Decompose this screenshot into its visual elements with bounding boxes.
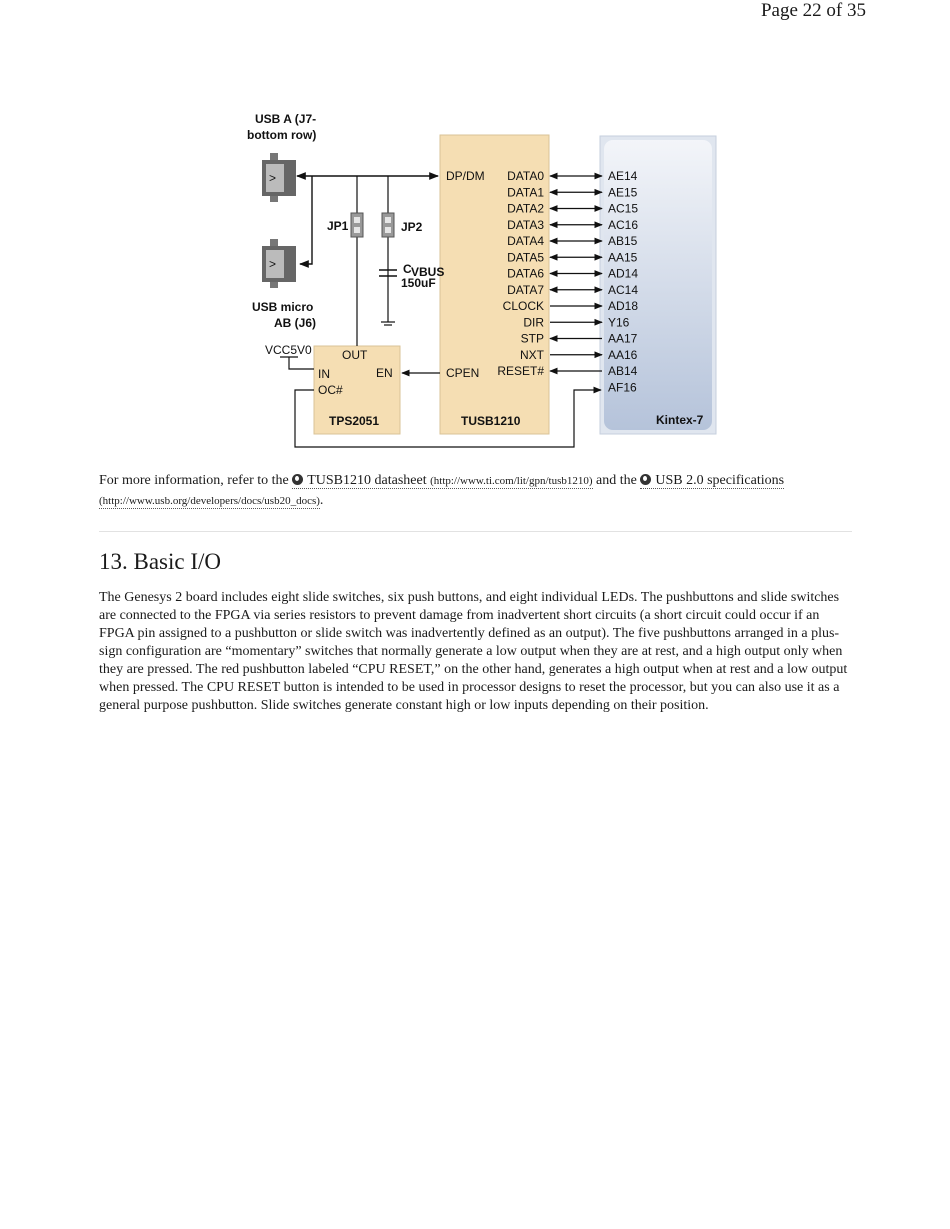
tusb-pin-label: DATA0 [507,169,544,183]
tusb-pin-label: DATA2 [507,201,544,216]
tusb-cpen-pin: CPEN [446,366,480,380]
globe-icon [292,474,303,485]
fpga-pin-label: AD14 [608,266,639,281]
fpga-pin-label: AC14 [608,282,639,297]
tusb-pin-label: DATA6 [507,266,544,281]
cap-value: 150uF [401,276,436,290]
fpga-pin-label: AC15 [608,201,639,216]
more-info-paragraph: For more information, refer to the TUSB1210 datasheet (http://www.ti.com/lit/gpn/tusb1210) and the USB 2.0 specifications (http://www.usb.org/developers/docs/usb20_docs). [99,473,785,508]
fpga-pin-label: AE14 [608,169,638,183]
fpga-pin-label: AF16 [608,380,637,395]
globe-icon [640,474,651,485]
usb-a-label-1: USB A (J7- [255,112,317,126]
tps-oc-pin: OC# [318,383,343,397]
fpga-pin-label: AC16 [608,217,639,232]
jp1-label: JP1 [327,219,349,233]
tusb-pin-label: DATA5 [507,250,544,265]
usb-a-label-2: bottom row) [247,128,317,142]
tusb1210-datasheet-link[interactable]: TUSB1210 datasheet (http://www.ti.com/lit/gpn/tusb1210) [292,473,592,489]
usb-micro-label-2: AB (J6) [274,316,317,330]
fpga-pin-label: AA16 [608,347,638,362]
fpga-pin-label: AE15 [608,185,638,200]
cap-label: C [403,262,412,276]
svg-text:>: > [269,257,277,271]
svg-text:>: > [269,171,277,185]
fpga-pin-label: Y16 [608,315,630,330]
tusb-name: TUSB1210 [461,414,521,428]
info-prefix: For more information, refer to the [99,473,289,488]
tusb-pin-label: DATA4 [507,234,544,248]
section-body: The Genesys 2 board includes eight slide switches, six push buttons, and eight individual LEDs. The pushbuttons and slide switches are connected to the FPGA via series resistors to prevent damage from inadvertent short circuits (a short circuit could occur if an FPGA pin assigned to a pushbutton or slide switch was inadvertently defined as an output). The five pushbuttons arranged in a plus-sign configuration are “momentary” switches that normally generate a low output when they are at rest, and a high output only when they are pressed. The red pushbutton labeled “CPU RESET,” on the other hand, generates a high output when at rest and a low output when pressed. The CPU RESET button is intended to be used in processor designs to reset the processor, but you can also use it as a general purpose pushbutton. Slide switches generate constant high or low inputs depending on their position. [99,590,848,713]
tusb-dpdm-pin: DP/DM [446,169,485,183]
page-number: Page 22 of 35 [760,0,866,21]
tps-name: TPS2051 [329,414,380,428]
usb-a-connector-icon [262,153,296,202]
tps-en-pin: EN [376,366,393,380]
tusb-pin-label: RESET# [497,364,544,378]
jp2-label: JP2 [401,220,423,234]
tusb-pin-label: DATA1 [507,185,544,200]
cap-sub-label: VBUS [411,265,445,279]
tusb-pin-label: NXT [520,347,544,362]
usb-spec-link[interactable]: USB 2.0 specifications (http://www.usb.org/developers/docs/usb20_docs) [99,473,785,507]
section-title: 13. Basic I/O [99,549,222,574]
usb-micro-connector-icon [262,239,296,288]
fpga-name: Kintex-7 [656,413,704,427]
fpga-pin-label: AB14 [608,364,638,378]
tusb-pin-label: CLOCK [502,299,544,313]
usb-micro-label-1: USB micro [252,300,314,314]
fpga-pin-label: AD18 [608,299,639,313]
usb-otg-diagram [240,100,730,455]
fpga-pin-label: AA15 [608,250,638,265]
section-divider [99,531,852,532]
fpga-pin-label: AB15 [608,234,638,248]
tusb-pin-label: DATA7 [507,282,544,297]
info-middle: and the [596,473,637,488]
tps-out-pin: OUT [342,348,368,362]
fpga-pin-label: AA17 [608,331,638,346]
tps-in-pin: IN [318,367,330,381]
tusb-pin-label: DATA3 [507,217,544,232]
tusb-pin-label: DIR [523,315,544,330]
tusb-pin-label: STP [520,331,544,346]
vcc-label: VCC5V0 [265,343,312,357]
